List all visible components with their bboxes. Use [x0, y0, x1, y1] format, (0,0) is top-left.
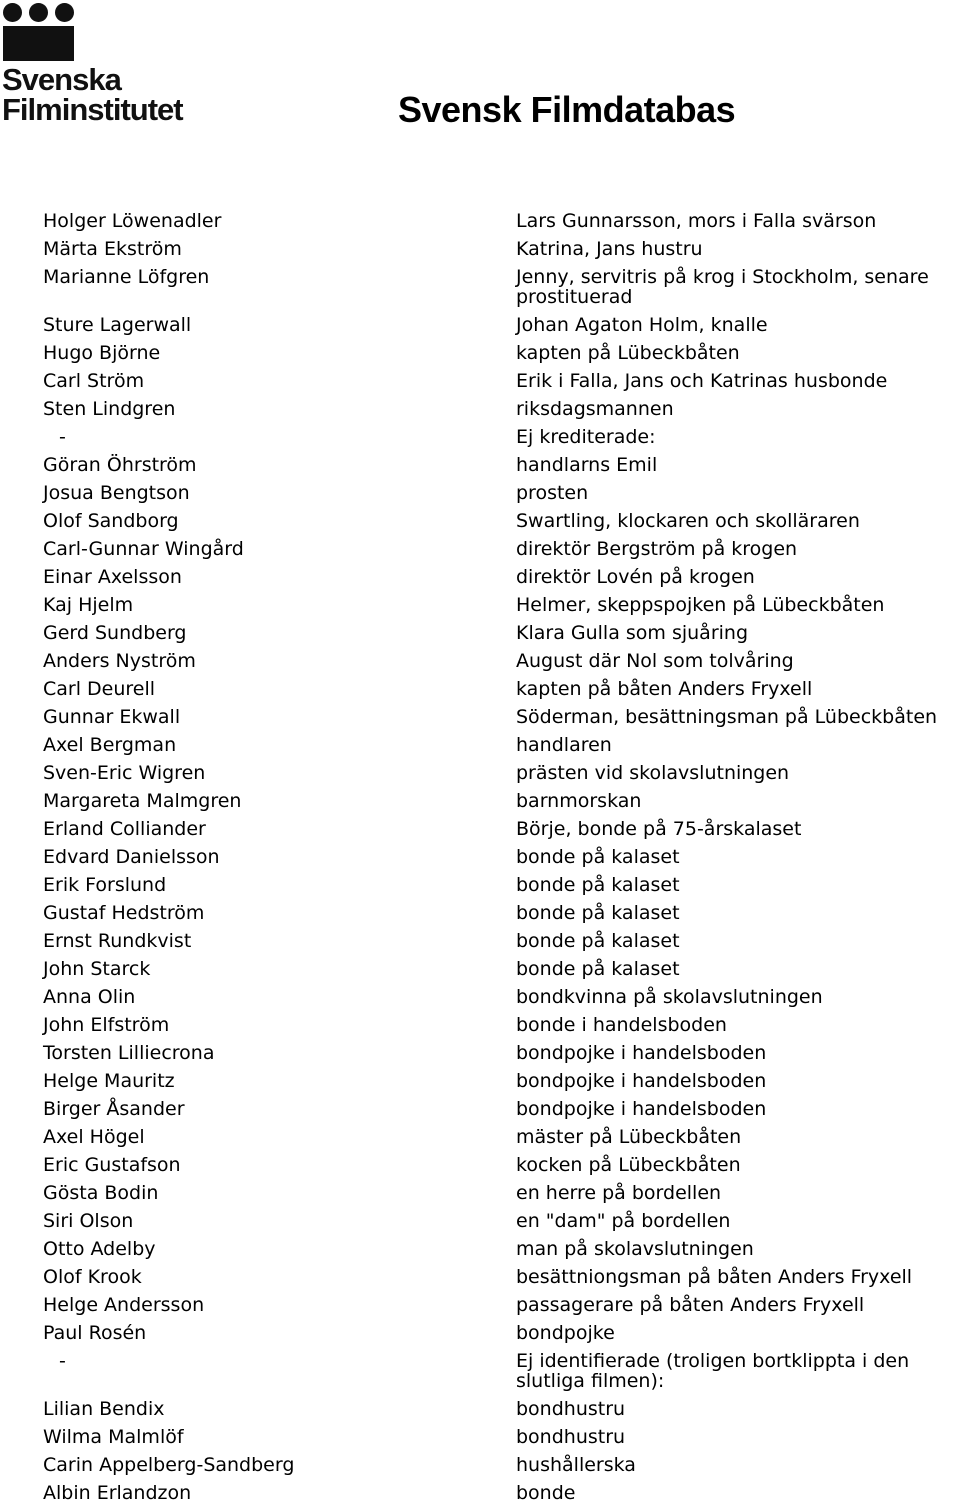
cast-row: [0, 567, 960, 595]
cast-row: [0, 875, 960, 903]
role-description: Klara Gulla som sjuåring: [516, 622, 749, 644]
role-description: bonde i handelsboden: [516, 1014, 727, 1036]
cast-row: [0, 1155, 960, 1183]
actor-name: Gerd Sundberg: [43, 622, 187, 644]
cast-row: [0, 1295, 960, 1323]
role-description: kapten på Lübeckbåten: [516, 342, 740, 364]
role-description: Swartling, klockaren och skolläraren: [516, 510, 860, 532]
role-description: Helmer, skeppspojken på Lübeckbåten: [516, 594, 885, 616]
role-description: bonde på kalaset: [516, 902, 680, 924]
actor-name: Erland Colliander: [43, 818, 206, 840]
role-description: handlaren: [516, 734, 612, 756]
role-description: bondhustru: [516, 1398, 626, 1420]
actor-name: Ernst Rundkvist: [43, 930, 192, 952]
cast-row: [0, 1071, 960, 1099]
actor-name: Albin Erlandzon: [43, 1482, 192, 1504]
cast-row: [0, 427, 960, 455]
cast-row: [0, 511, 960, 539]
actor-name: Carl Ström: [43, 370, 145, 392]
role-description: Johan Agaton Holm, knalle: [516, 314, 768, 336]
actor-name: Gustaf Hedström: [43, 902, 205, 924]
actor-name: Einar Axelsson: [43, 566, 182, 588]
role-description: en herre på bordellen: [516, 1182, 722, 1204]
page-title: Svensk Filmdatabas: [398, 89, 736, 130]
cast-row: [0, 679, 960, 707]
actor-name: John Elfström: [43, 1014, 170, 1036]
actor-name: Siri Olson: [43, 1210, 134, 1232]
cast-row: [0, 399, 960, 427]
role-description: Erik i Falla, Jans och Katrinas husbonde: [516, 370, 888, 392]
actor-name: Olof Krook: [43, 1266, 142, 1288]
role-description: riksdagsmannen: [516, 398, 674, 420]
actor-name: -: [59, 1350, 66, 1372]
actor-name: Axel Högel: [43, 1126, 145, 1148]
actor-name: Holger Löwenadler: [43, 210, 222, 232]
role-description: mäster på Lübeckbåten: [516, 1126, 742, 1148]
logo: [0, 0, 210, 130]
cast-row: [0, 931, 960, 959]
logo-line2: Filminstitutet: [2, 92, 183, 127]
role-description: barnmorskan: [516, 790, 642, 812]
cast-row: [0, 903, 960, 931]
cast-row: [0, 707, 960, 735]
cast-row: [0, 623, 960, 651]
actor-name: Carin Appelberg-Sandberg: [43, 1454, 295, 1476]
role-description: bonde på kalaset: [516, 874, 680, 896]
cast-row: [0, 455, 960, 483]
actor-name: Eric Gustafson: [43, 1154, 181, 1176]
role-description: bondpojke i handelsboden: [516, 1098, 767, 1120]
actor-name: Birger Åsander: [43, 1098, 185, 1120]
cast-row: [0, 987, 960, 1015]
actor-name: Märta Ekström: [43, 238, 182, 260]
actor-name: Sten Lindgren: [43, 398, 176, 420]
role-description: bonde på kalaset: [516, 958, 680, 980]
actor-name: Lilian Bendix: [43, 1398, 165, 1420]
actor-name: Olof Sandborg: [43, 510, 179, 532]
actor-name: Gunnar Ekwall: [43, 706, 181, 728]
role-description: Ej krediterade:: [516, 426, 656, 448]
actor-name: Anna Olin: [43, 986, 136, 1008]
logo-dot-icon: [3, 3, 22, 22]
cast-row: [0, 651, 960, 679]
actor-name: Hugo Björne: [43, 342, 161, 364]
role-description: bonde på kalaset: [516, 846, 680, 868]
actor-name: Kaj Hjelm: [43, 594, 134, 616]
cast-row: [0, 211, 960, 239]
role-description: Lars Gunnarsson, mors i Falla svärson: [516, 210, 877, 232]
cast-row: [0, 1239, 960, 1267]
cast-row: [0, 959, 960, 987]
cast-row: [0, 763, 960, 791]
cast-row: [0, 539, 960, 567]
actor-name: Wilma Malmlöf: [43, 1426, 184, 1448]
actor-name: Otto Adelby: [43, 1238, 156, 1260]
actor-name: -: [59, 426, 66, 448]
cast-row: [0, 1455, 960, 1483]
cast-row: [0, 1127, 960, 1155]
role-description: passagerare på båten Anders Fryxell: [516, 1294, 865, 1316]
actor-name: Paul Rosén: [43, 1322, 147, 1344]
role-description: Jenny, servitris på krog i Stockholm, senare prostituerad: [516, 266, 929, 308]
role-description: bondhustru: [516, 1426, 626, 1448]
role-description: Börje, bonde på 75-årskalaset: [516, 818, 802, 840]
role-description: besättniongsman på båten Anders Fryxell: [516, 1266, 913, 1288]
cast-row: [0, 315, 960, 343]
cast-row: [0, 239, 960, 267]
cast-row: [0, 819, 960, 847]
cast-row: [0, 1323, 960, 1351]
cast-row: [0, 1399, 960, 1427]
cast-row: [0, 343, 960, 371]
actor-name: Torsten Lilliecrona: [43, 1042, 215, 1064]
role-description: direktör Lovén på krogen: [516, 566, 755, 588]
actor-name: Marianne Löfgren: [43, 266, 210, 288]
actor-name: Edvard Danielsson: [43, 846, 220, 868]
role-description: en "dam" på bordellen: [516, 1210, 731, 1232]
actor-name: Gösta Bodin: [43, 1182, 159, 1204]
actor-name: Carl Deurell: [43, 678, 156, 700]
cast-row: [0, 1351, 960, 1399]
actor-name: Helge Andersson: [43, 1294, 205, 1316]
cast-row: [0, 1183, 960, 1211]
actor-name: Göran Öhrström: [43, 454, 197, 476]
role-description: bondkvinna på skolavslutningen: [516, 986, 823, 1008]
actor-name: Erik Forslund: [43, 874, 167, 896]
actor-name: Margareta Malmgren: [43, 790, 242, 812]
cast-row: [0, 847, 960, 875]
cast-list: [0, 211, 960, 1511]
cast-row: [0, 1015, 960, 1043]
role-description: handlarns Emil: [516, 454, 658, 476]
actor-name: Axel Bergman: [43, 734, 177, 756]
actor-name: Helge Mauritz: [43, 1070, 175, 1092]
cast-row: [0, 1043, 960, 1071]
cast-row: [0, 267, 960, 315]
logo-line1: Svenska: [2, 62, 121, 97]
logo-square-icon: [3, 26, 74, 61]
actor-name: Anders Nyström: [43, 650, 196, 672]
cast-row: [0, 1211, 960, 1239]
role-description: kocken på Lübeckbåten: [516, 1154, 741, 1176]
cast-row: [0, 1267, 960, 1295]
actor-name: Sture Lagerwall: [43, 314, 192, 336]
cast-row: [0, 483, 960, 511]
role-description: Ej identifierade (troligen bortklippta i den slutliga filmen):: [516, 1350, 910, 1392]
role-description: Katrina, Jans hustru: [516, 238, 703, 260]
role-description: August där Nol som tolvåring: [516, 650, 794, 672]
role-description: bondpojke i handelsboden: [516, 1042, 767, 1064]
cast-row: [0, 1099, 960, 1127]
logo-dot-icon: [29, 3, 48, 22]
actor-name: Josua Bengtson: [43, 482, 190, 504]
role-description: bonde på kalaset: [516, 930, 680, 952]
cast-row: [0, 735, 960, 763]
role-description: bonde: [516, 1482, 576, 1504]
logo-dot-icon: [55, 3, 74, 22]
cast-row: [0, 371, 960, 399]
role-description: Söderman, besättningsman på Lübeckbåten: [516, 706, 938, 728]
role-description: prästen vid skolavslutningen: [516, 762, 790, 784]
role-description: bondpojke i handelsboden: [516, 1070, 767, 1092]
cast-row: [0, 791, 960, 819]
role-description: hushållerska: [516, 1454, 636, 1476]
role-description: man på skolavslutningen: [516, 1238, 754, 1260]
actor-name: John Starck: [43, 958, 151, 980]
cast-row: [0, 595, 960, 623]
role-description: bondpojke: [516, 1322, 615, 1344]
actor-name: Sven-Eric Wigren: [43, 762, 206, 784]
role-description: direktör Bergström på krogen: [516, 538, 798, 560]
actor-name: Carl-Gunnar Wingård: [43, 538, 244, 560]
cast-row: [0, 1483, 960, 1511]
role-description: prosten: [516, 482, 589, 504]
role-description: kapten på båten Anders Fryxell: [516, 678, 813, 700]
cast-row: [0, 1427, 960, 1455]
